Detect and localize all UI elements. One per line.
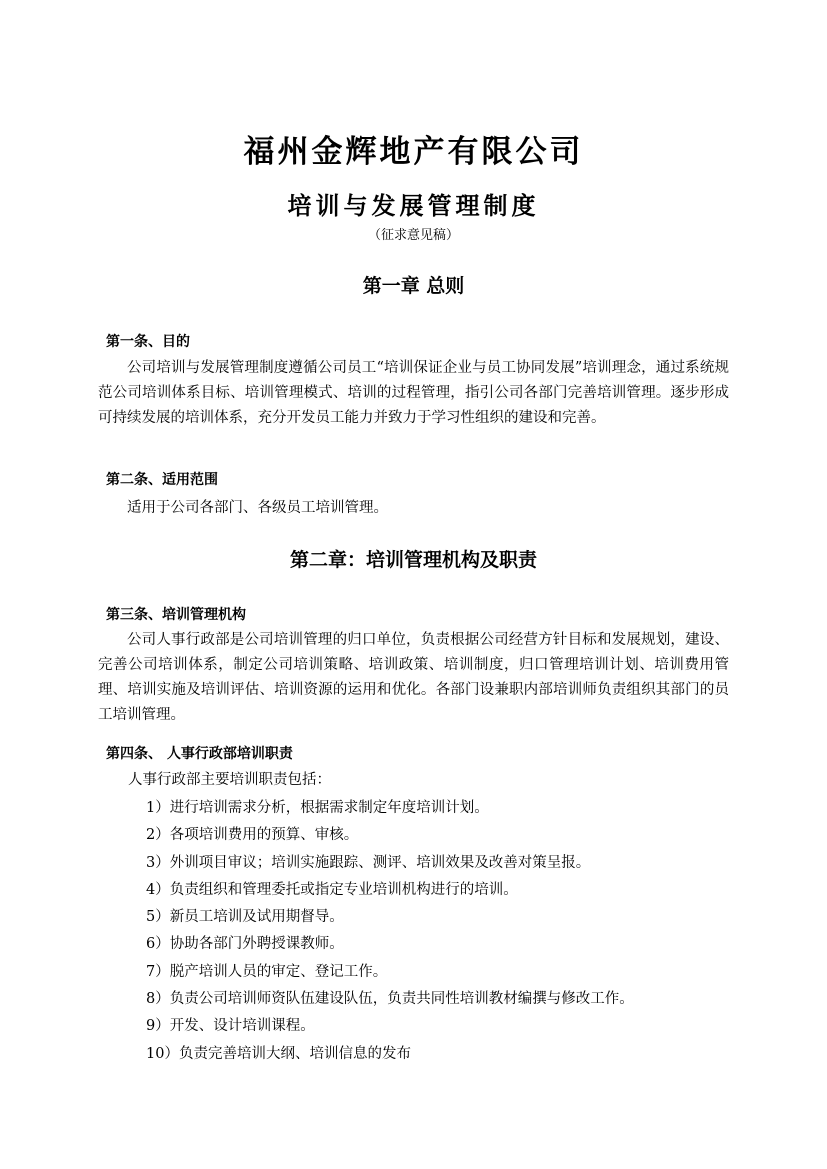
article-4-heading: 第四条、 人事行政部培训职责 [106,746,293,762]
list-item: 4）负责组织和管理委托或指定专业培训机构进行的培训。 [146,881,518,898]
list-item: 5）新员工培训及试用期督导。 [146,909,344,926]
article-2-body: 适用于公司各部门、各级员工培训管理。 [127,500,388,516]
article-3-body: 公司人事行政部是公司培训管理的归口单位，负责根据公司经营方针目标和发展规划，建设、完善公司培训体系，制定公司培训策略、培训政策、培训制度，归口管理培训计划、培训费用管理、培训实施及培训评估、培训资源的运用和优化。各部门设兼职内部培训师负责组织其部门的员工培训管理。 [98,632,729,723]
list-item: 2）各项培训费用的预算、审核。 [146,827,359,844]
article-4-intro: 人事行政部主要培训职责包括： [128,772,331,788]
article-3-heading: 第三条、培训管理机构 [106,607,246,623]
document-title: 培训与发展管理制度 [287,192,540,220]
list-item: 7）脱产培训人员的审定、登记工作。 [146,963,388,980]
document-subtitle: （征求意见稿） [367,228,459,243]
article-1-heading: 第一条、目的 [106,334,190,350]
list-item: 3）外训项目审议；培训实施跟踪、测评、培训效果及改善对策呈报。 [146,854,591,871]
list-item: 10）负责完善培训大纲、培训信息的发布 [146,1045,411,1062]
list-item: 1）进行培训需求分析，根据需求制定年度培训计划。 [146,800,489,816]
chapter-1-heading: 第一章 总则 [362,275,465,297]
duties-list [146,795,634,1068]
list-item: 8）负责公司培训师资队伍建设队伍，负责共同性培训教材编撰与修改工作。 [146,991,634,1008]
article-2-heading: 第二条、适用范围 [106,472,218,488]
company-name: 福州金辉地产有限公司 [243,134,584,170]
article-1-body: 公司培训与发展管理制度遵循公司员工“培训保证企业与员工协同发展”培训理念，通过系统规范公司培训体系目标、培训管理模式、培训的过程管理，指引公司各部门完善培训管理。逐步形成可持续发展的培训体系，充分开发员工能力并致力于学习性组织的建设和完善。 [98,360,729,426]
chapter-2-heading: 第二章：培训管理机构及职责 [289,549,537,571]
list-item: 9）开发、设计培训课程。 [146,1018,315,1035]
list-item: 6）协助各部门外聘授课教师。 [146,936,344,953]
